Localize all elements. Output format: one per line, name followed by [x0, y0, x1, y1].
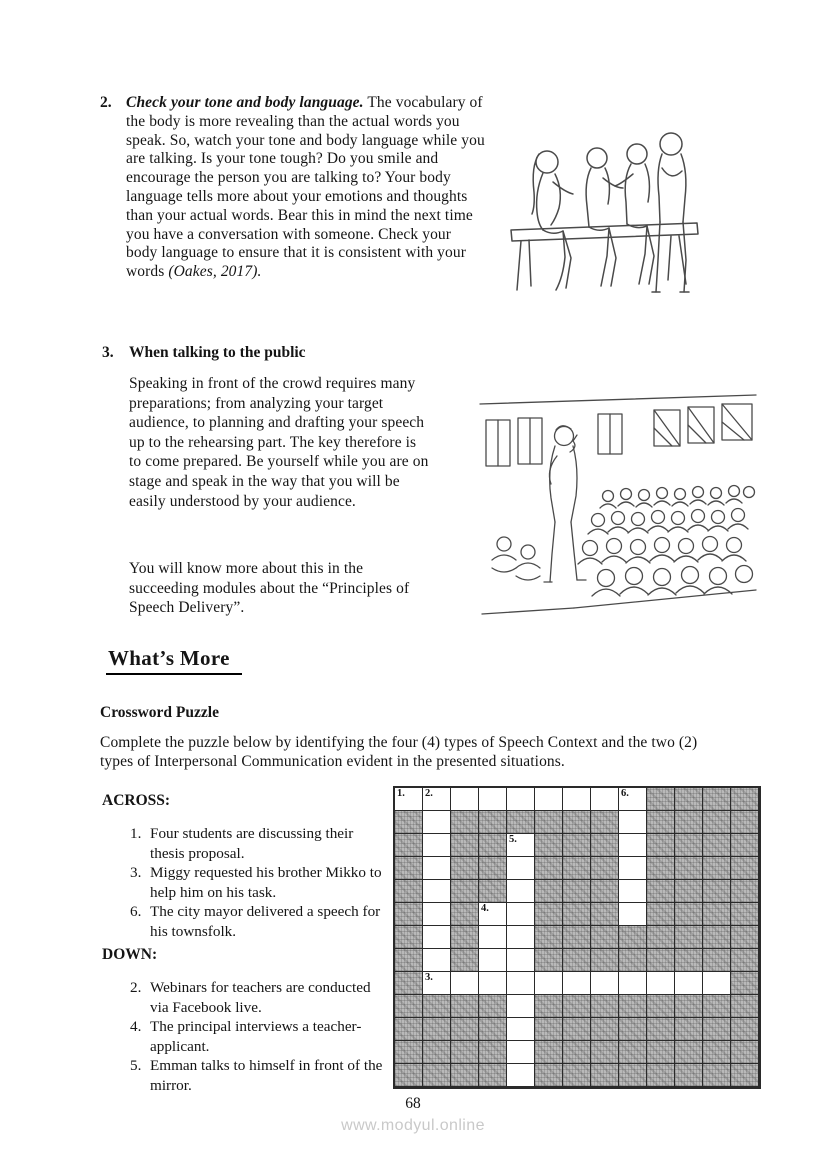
crossword-blocked-cell: [675, 857, 703, 880]
crossword-blocked-cell: [395, 926, 423, 949]
crossword-blocked-cell: [703, 949, 731, 972]
crossword-blocked-cell: [535, 1064, 563, 1087]
crossword-blocked-cell: [479, 811, 507, 834]
crossword-answer-cell: [619, 972, 647, 995]
crossword-blocked-cell: [731, 857, 759, 880]
crossword-blocked-cell: [451, 880, 479, 903]
crossword-blocked-cell: [563, 857, 591, 880]
crossword-blocked-cell: [731, 1018, 759, 1041]
across-clue-6-number: 6.: [130, 903, 142, 921]
crossword-blocked-cell: [703, 995, 731, 1018]
across-clue-3-number: 3.: [130, 864, 142, 882]
crossword-blocked-cell: [703, 811, 731, 834]
crossword-clue-number: 6.: [621, 788, 629, 799]
crossword-grid: [393, 786, 761, 1089]
crossword-blocked-cell: [731, 1041, 759, 1064]
crossword-blocked-cell: [395, 1018, 423, 1041]
crossword-blocked-cell: [451, 834, 479, 857]
crossword-blocked-cell: [423, 1041, 451, 1064]
across-clue-1: [130, 824, 388, 863]
crossword-blocked-cell: [703, 1064, 731, 1087]
crossword-blocked-cell: [703, 903, 731, 926]
crossword-blocked-cell: [507, 811, 535, 834]
crossword-blocked-cell: [647, 903, 675, 926]
crossword-answer-cell: [507, 880, 535, 903]
crossword-blocked-cell: [479, 1064, 507, 1087]
crossword-blocked-cell: [563, 1064, 591, 1087]
crossword-puzzle-subheading: Crossword Puzzle: [100, 704, 219, 721]
crossword-blocked-cell: [703, 788, 731, 811]
crossword-answer-cell: [703, 972, 731, 995]
crossword-blocked-cell: [535, 1018, 563, 1041]
down-clue-2-text: Webinars for teachers are conducted via Facebook live.: [150, 979, 371, 1016]
tip-3-paragraph-1: Speaking in front of the crowd requires many preparations; from analyzing your target audience, to planning and drafting your speech up to the rehearsing part. The key therefore is to come prepared. Be yourself while you are on stage and speak in the way that you will be easily understood by your audience.: [129, 375, 429, 510]
crossword-blocked-cell: [479, 1018, 507, 1041]
crossword-instructions: Complete the puzzle below by identifying the four (4) types of Speech Context and the two (2) types of Interpersonal Communication evident in the presented situations.: [100, 734, 698, 771]
crossword-blocked-cell: [731, 1064, 759, 1087]
crossword-blocked-cell: [647, 811, 675, 834]
crossword-answer-cell: [507, 972, 535, 995]
down-clue-4-number: 4.: [130, 1018, 142, 1036]
crossword-answer-cell: [423, 788, 451, 811]
crossword-blocked-cell: [591, 1064, 619, 1087]
crossword-answer-cell: [647, 972, 675, 995]
down-clue-list: [130, 978, 388, 1096]
crossword-answer-cell: [507, 903, 535, 926]
crossword-answer-cell: [479, 903, 507, 926]
crossword-blocked-cell: [535, 995, 563, 1018]
crossword-answer-cell: [619, 903, 647, 926]
crossword-blocked-cell: [703, 1018, 731, 1041]
crossword-blocked-cell: [675, 880, 703, 903]
crossword-answer-cell: [423, 880, 451, 903]
crossword-answer-cell: [563, 788, 591, 811]
tip-2-title: Check your tone and body language.: [126, 94, 364, 111]
crossword-blocked-cell: [423, 995, 451, 1018]
tip-2-section: [100, 94, 492, 282]
crossword-blocked-cell: [675, 926, 703, 949]
crossword-blocked-cell: [619, 1018, 647, 1041]
crossword-blocked-cell: [591, 1041, 619, 1064]
crossword-blocked-cell: [591, 949, 619, 972]
crossword-blocked-cell: [395, 1064, 423, 1087]
crossword-blocked-cell: [591, 903, 619, 926]
crossword-blocked-cell: [563, 834, 591, 857]
across-clue-list: [130, 824, 388, 942]
crossword-answer-cell: [507, 834, 535, 857]
crossword-clue-number: 3.: [425, 972, 433, 983]
crossword-blocked-cell: [395, 834, 423, 857]
crossword-answer-cell: [619, 788, 647, 811]
tip-2-citation: (Oakes, 2017).: [168, 263, 262, 281]
crossword-blocked-cell: [591, 834, 619, 857]
crossword-blocked-cell: [451, 1041, 479, 1064]
students-talking-on-bench-illustration: [505, 110, 705, 305]
tip-2-number: 2.: [100, 94, 112, 111]
crossword-blocked-cell: [563, 995, 591, 1018]
across-label: ACROSS:: [102, 792, 171, 809]
crossword-blocked-cell: [675, 995, 703, 1018]
crossword-blocked-cell: [675, 811, 703, 834]
down-clue-5-number: 5.: [130, 1057, 142, 1075]
crossword-blocked-cell: [647, 857, 675, 880]
crossword-clue-number: 2.: [425, 788, 433, 799]
crossword-answer-cell: [591, 972, 619, 995]
crossword-answer-cell: [423, 834, 451, 857]
crossword-blocked-cell: [591, 926, 619, 949]
crossword-blocked-cell: [591, 811, 619, 834]
crossword-blocked-cell: [479, 880, 507, 903]
crossword-blocked-cell: [563, 903, 591, 926]
crossword-blocked-cell: [451, 1018, 479, 1041]
crossword-blocked-cell: [591, 995, 619, 1018]
crossword-blocked-cell: [703, 857, 731, 880]
crossword-blocked-cell: [647, 834, 675, 857]
crossword-blocked-cell: [451, 903, 479, 926]
crossword-answer-cell: [451, 972, 479, 995]
crossword-blocked-cell: [395, 972, 423, 995]
crossword-blocked-cell: [591, 1018, 619, 1041]
across-clue-1-text: Four students are discussing their thesis proposal.: [150, 825, 354, 862]
crossword-blocked-cell: [479, 1041, 507, 1064]
crossword-blocked-cell: [675, 834, 703, 857]
crossword-blocked-cell: [395, 811, 423, 834]
crossword-blocked-cell: [675, 903, 703, 926]
crossword-answer-cell: [507, 949, 535, 972]
across-clue-6: [130, 902, 388, 941]
crossword-answer-cell: [507, 1018, 535, 1041]
crossword-answer-cell: [563, 972, 591, 995]
crossword-blocked-cell: [451, 811, 479, 834]
crossword-blocked-cell: [563, 949, 591, 972]
crossword-clue-number: 1.: [397, 788, 405, 799]
crossword-blocked-cell: [451, 857, 479, 880]
crossword-blocked-cell: [591, 880, 619, 903]
crossword-blocked-cell: [535, 880, 563, 903]
crossword-blocked-cell: [395, 1041, 423, 1064]
tip-2-body-text: The vocabulary of the body is more revealing than the actual words you speak. So, watch your tone and body language while you are talking. Is your tone tough? Do you smile and encourage the person you are talking to? Your body language tells more about your emotions and thoughts than your actual words. Bear this in mind the next time you have a conversation with someone. Check your body language to ensure that it is consistent with your words: [126, 94, 485, 281]
tip-3-heading: [102, 344, 306, 362]
page-number: 68: [405, 1095, 421, 1112]
tip-2-paragraph: [126, 94, 486, 282]
crossword-answer-cell: [507, 857, 535, 880]
down-label: DOWN:: [102, 946, 158, 963]
crossword-blocked-cell: [731, 903, 759, 926]
crossword-answer-cell: [619, 834, 647, 857]
crossword-answer-cell: [479, 972, 507, 995]
crossword-blocked-cell: [451, 926, 479, 949]
crossword-blocked-cell: [423, 1064, 451, 1087]
crossword-blocked-cell: [731, 995, 759, 1018]
crossword-answer-cell: [423, 857, 451, 880]
crossword-answer-cell: [395, 788, 423, 811]
bench-conversation-drawing: [505, 110, 705, 305]
crossword-answer-cell: [507, 926, 535, 949]
crossword-blocked-cell: [619, 949, 647, 972]
crossword-blocked-cell: [647, 1018, 675, 1041]
crossword-blocked-cell: [703, 1041, 731, 1064]
crossword-blocked-cell: [619, 926, 647, 949]
crossword-blocked-cell: [535, 834, 563, 857]
crossword-answer-cell: [451, 788, 479, 811]
watermark: www.modyul.online: [341, 1117, 485, 1134]
crossword-blocked-cell: [675, 1018, 703, 1041]
crossword-blocked-cell: [395, 995, 423, 1018]
down-clue-4-text: The principal interviews a teacher-applicant.: [150, 1018, 362, 1055]
down-clue-2: [130, 978, 388, 1017]
crossword-blocked-cell: [703, 926, 731, 949]
crossword-answer-cell: [423, 949, 451, 972]
crossword-blocked-cell: [619, 995, 647, 1018]
crossword-answer-cell: [535, 788, 563, 811]
crossword-blocked-cell: [647, 949, 675, 972]
crossword-blocked-cell: [451, 995, 479, 1018]
crossword-blocked-cell: [731, 880, 759, 903]
across-clue-6-text: The city mayor delivered a speech for his townsfolk.: [150, 903, 381, 940]
crossword-blocked-cell: [563, 1018, 591, 1041]
tip-3-title: When talking to the public: [129, 344, 306, 361]
crossword-blocked-cell: [675, 1041, 703, 1064]
crossword-blocked-cell: [395, 880, 423, 903]
tip-3-paragraph-2: You will know more about this in the succeeding modules about the “Principles of Speech Delivery”.: [129, 560, 410, 617]
crossword-blocked-cell: [619, 1064, 647, 1087]
crossword-blocked-cell: [479, 995, 507, 1018]
down-clue-2-number: 2.: [130, 979, 142, 996]
crossword-blocked-cell: [675, 1064, 703, 1087]
crossword-blocked-cell: [675, 949, 703, 972]
crossword-blocked-cell: [619, 1041, 647, 1064]
tip-3-number: 3.: [102, 344, 114, 361]
crossword-blocked-cell: [563, 1041, 591, 1064]
crossword-answer-cell: [507, 1064, 535, 1087]
crossword-blocked-cell: [395, 949, 423, 972]
crossword-blocked-cell: [479, 857, 507, 880]
crossword-blocked-cell: [731, 811, 759, 834]
crossword-blocked-cell: [647, 880, 675, 903]
crossword-blocked-cell: [731, 926, 759, 949]
down-clue-4: [130, 1017, 388, 1056]
across-clue-3: [130, 863, 388, 902]
crossword-blocked-cell: [535, 949, 563, 972]
crossword-answer-cell: [479, 926, 507, 949]
crossword-blocked-cell: [731, 788, 759, 811]
crossword-blocked-cell: [647, 788, 675, 811]
crossword-blocked-cell: [395, 903, 423, 926]
crossword-answer-cell: [507, 788, 535, 811]
crossword-blocked-cell: [731, 949, 759, 972]
crossword-blocked-cell: [535, 1041, 563, 1064]
crossword-blocked-cell: [647, 1041, 675, 1064]
crossword-answer-cell: [423, 811, 451, 834]
whats-more-heading: What’s More: [106, 646, 242, 675]
crossword-blocked-cell: [731, 972, 759, 995]
crossword-answer-cell: [423, 926, 451, 949]
crossword-blocked-cell: [563, 880, 591, 903]
crossword-blocked-cell: [703, 834, 731, 857]
crossword-answer-cell: [507, 995, 535, 1018]
crossword-blocked-cell: [535, 903, 563, 926]
crossword-blocked-cell: [423, 1018, 451, 1041]
speaker-addressing-audience-illustration: [478, 392, 758, 622]
across-clue-1-number: 1.: [130, 825, 142, 842]
crossword-blocked-cell: [479, 834, 507, 857]
public-speaking-drawing: [478, 392, 758, 622]
crossword-blocked-cell: [451, 1064, 479, 1087]
crossword-answer-cell: [619, 880, 647, 903]
crossword-blocked-cell: [535, 926, 563, 949]
crossword-answer-cell: [423, 972, 451, 995]
crossword-blocked-cell: [703, 880, 731, 903]
crossword-clue-number: 5.: [509, 834, 517, 845]
crossword-answer-cell: [619, 811, 647, 834]
crossword-blocked-cell: [535, 857, 563, 880]
crossword-blocked-cell: [563, 926, 591, 949]
down-clue-5: [130, 1056, 388, 1095]
crossword-answer-cell: [479, 949, 507, 972]
crossword-blocked-cell: [647, 1064, 675, 1087]
crossword-blocked-cell: [395, 857, 423, 880]
crossword-blocked-cell: [647, 926, 675, 949]
crossword-answer-cell: [619, 857, 647, 880]
crossword-answer-cell: [479, 788, 507, 811]
crossword-answer-cell: [591, 788, 619, 811]
crossword-clue-number: 4.: [481, 903, 489, 914]
crossword-blocked-cell: [535, 811, 563, 834]
crossword-answer-cell: [675, 972, 703, 995]
across-clue-3-text: Miggy requested his brother Mikko to help him on his task.: [150, 864, 382, 901]
crossword-blocked-cell: [591, 857, 619, 880]
crossword-blocked-cell: [731, 834, 759, 857]
crossword-answer-cell: [423, 903, 451, 926]
crossword-blocked-cell: [675, 788, 703, 811]
crossword-blocked-cell: [647, 995, 675, 1018]
crossword-answer-cell: [507, 1041, 535, 1064]
down-clue-5-text: Emman talks to himself in front of the mirror.: [150, 1057, 383, 1094]
crossword-blocked-cell: [563, 811, 591, 834]
crossword-answer-cell: [535, 972, 563, 995]
crossword-blocked-cell: [451, 949, 479, 972]
